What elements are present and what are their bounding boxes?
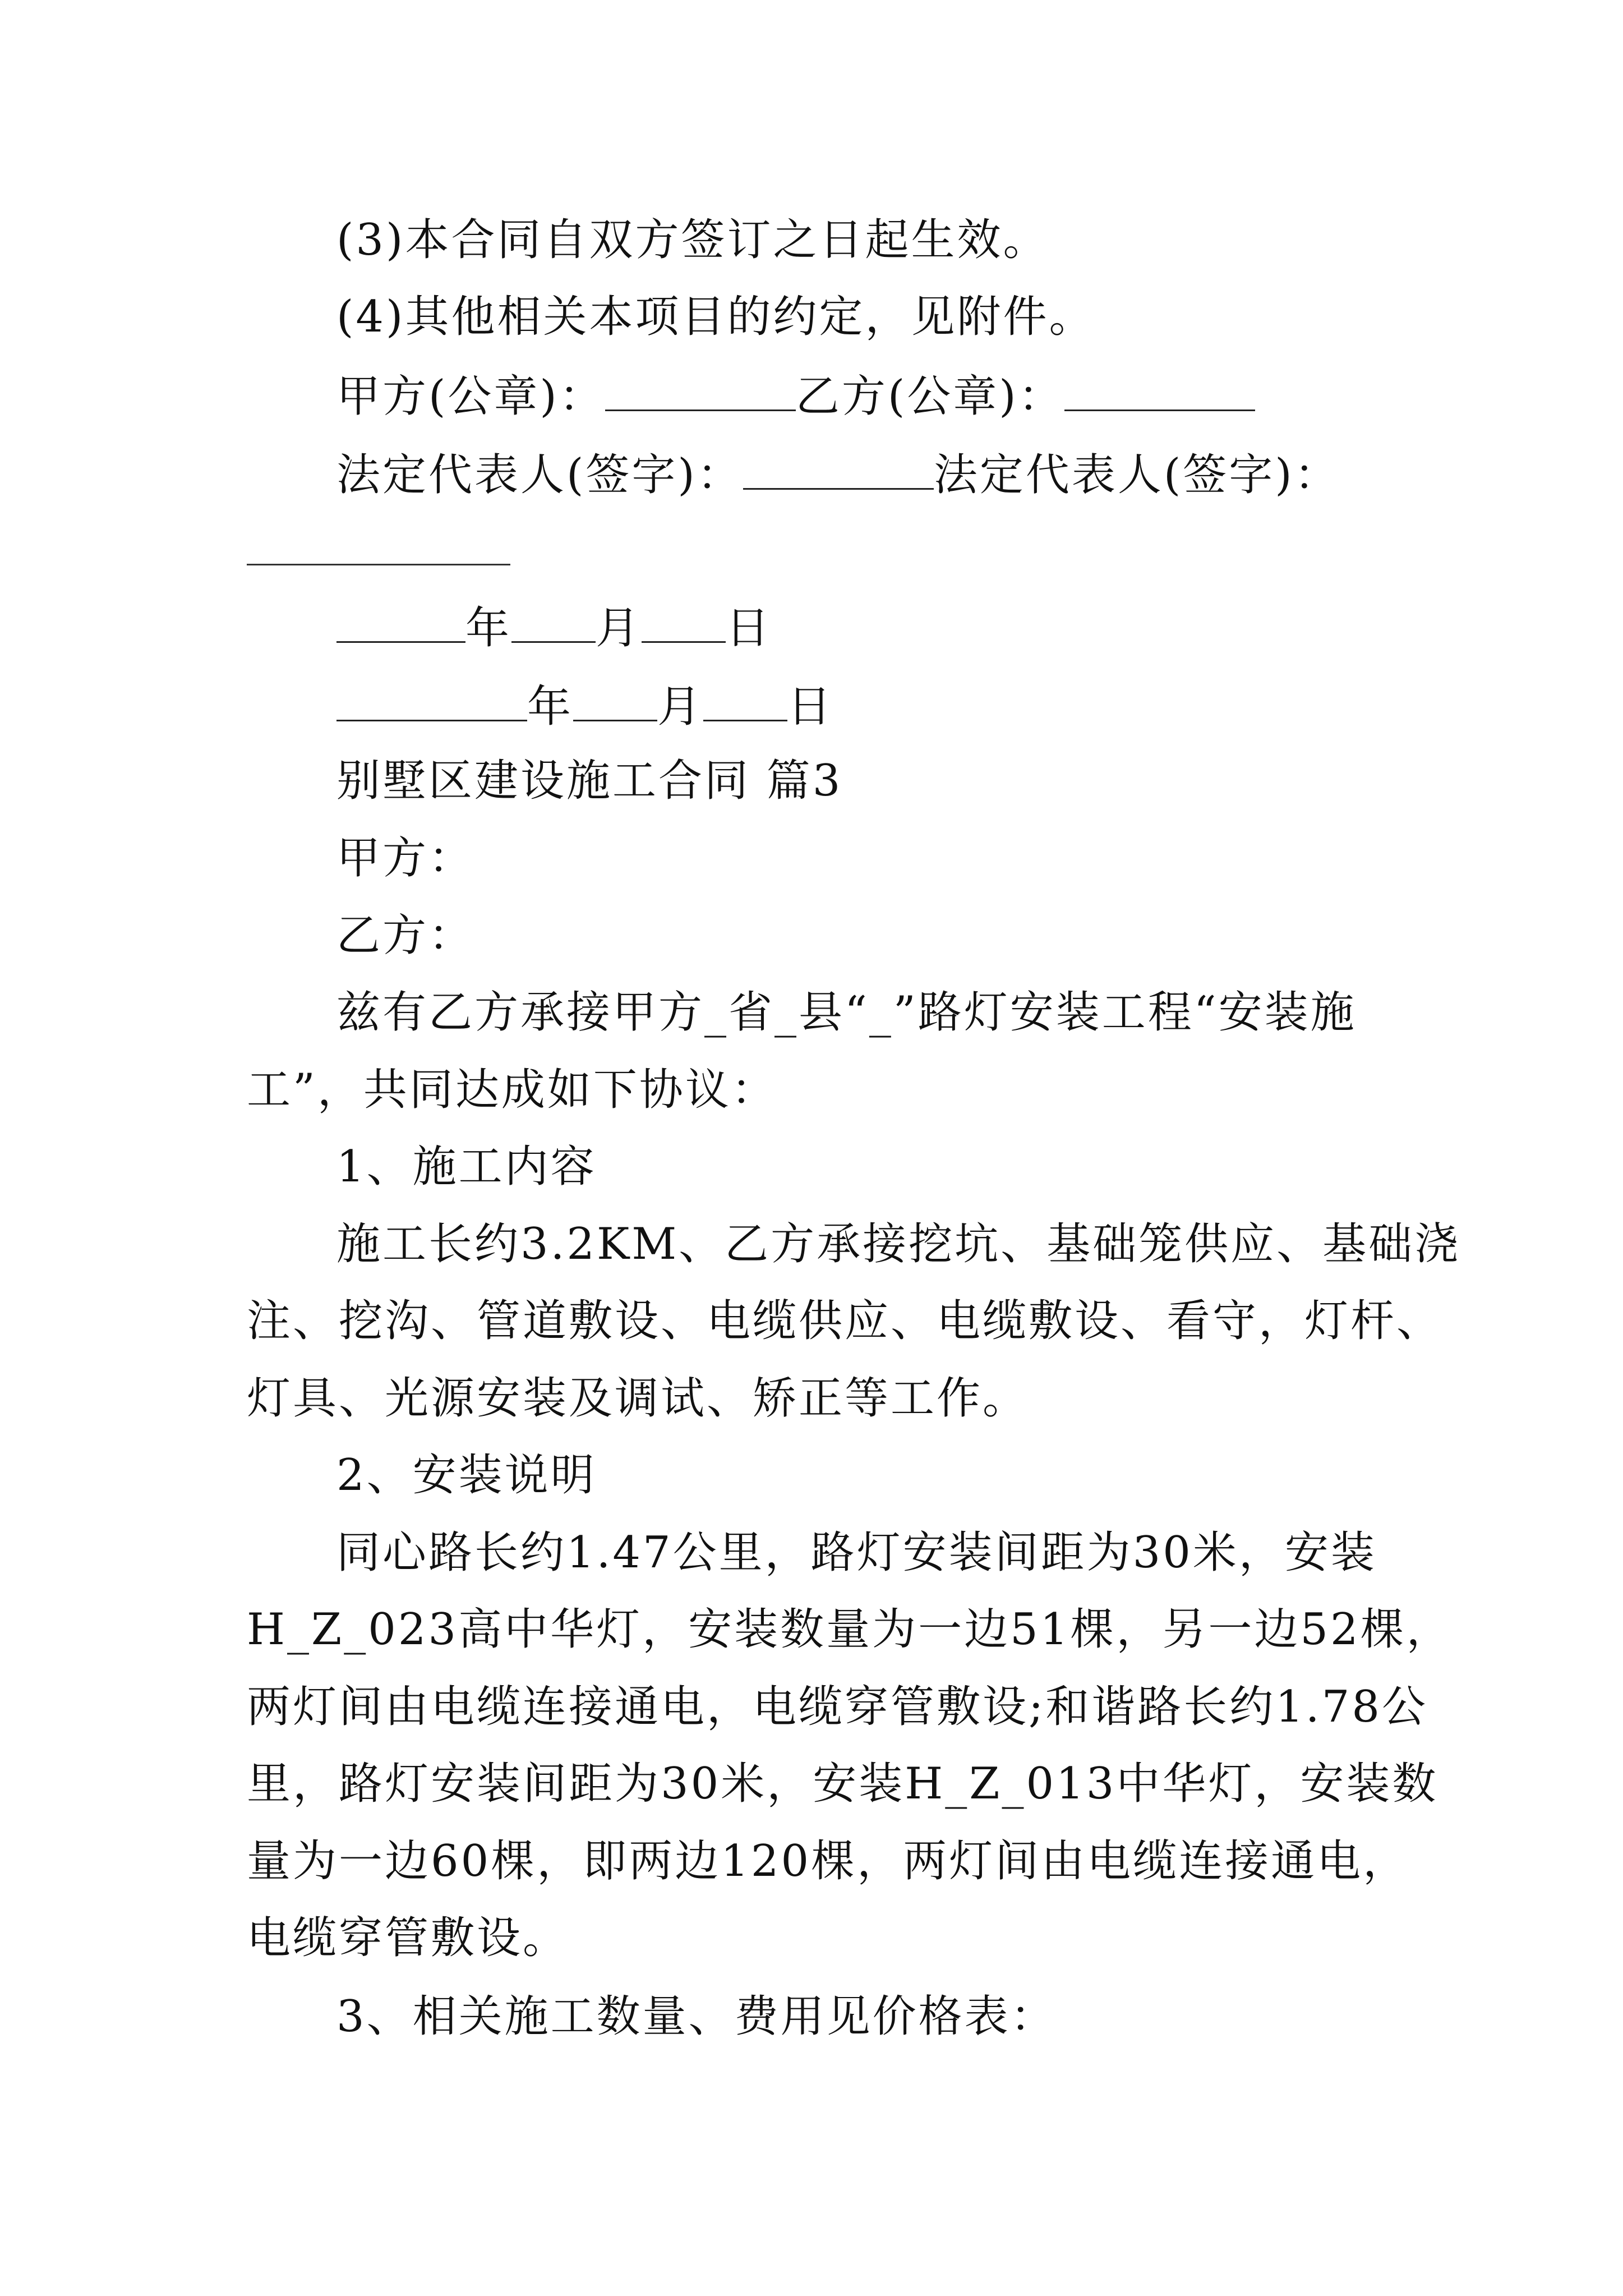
day-label-b: 日 (787, 682, 834, 732)
party-b-seal-label: 乙方(公章)： (795, 371, 1064, 422)
install-line-1: 同心路长约1.47公里，路灯安装间距为30米，安装 (336, 1527, 1377, 1578)
day-blank-b (703, 676, 787, 721)
rep-a-blank (743, 444, 934, 490)
install-line-3: 两灯间由电缆连接通电，电缆穿管敷设;和谐路长约1.78公 (247, 1682, 1428, 1732)
party-b-seal-blank (1064, 366, 1255, 411)
party-a-line: 甲方： (336, 833, 475, 884)
content-line-1: 施工长约3.2KM、乙方承接挖坑、基础笼供应、基础浇 (336, 1219, 1461, 1269)
month-label-a: 月 (596, 603, 642, 654)
clause-3: (3)本合同自双方签订之日起生效。 (336, 215, 1049, 265)
intro-line-2: 工”，共同达成如下协议： (247, 1065, 777, 1115)
heading-installation-notes: 2、安装说明 (336, 1450, 597, 1501)
rep-b-label: 法定代表人(签字)： (933, 450, 1340, 500)
party-a-seal-label: 甲方(公章)： (336, 371, 605, 422)
year-label-b: 年 (527, 682, 574, 732)
heading-construction-content: 1、施工内容 (336, 1142, 597, 1192)
party-a-seal-blank (605, 366, 796, 411)
seal-line (336, 366, 1255, 425)
install-line-6: 电缆穿管敷设。 (247, 1913, 569, 1963)
rep-b-blank (247, 564, 510, 565)
day-blank-a (642, 597, 726, 643)
representative-line (336, 444, 1340, 503)
party-b-line: 乙方： (336, 910, 475, 961)
clause-4: (4)其他相关本项目的约定，见附件。 (336, 292, 1095, 342)
month-blank-b (573, 676, 657, 721)
install-line-2: H_Z_023高中华灯，安装数量为一边51棵，另一边52棵， (247, 1604, 1453, 1655)
heading-quantities-costs: 3、相关施工数量、费用见价格表： (336, 1991, 1057, 2042)
day-label-a: 日 (726, 603, 772, 654)
section-title: 别墅区建设施工合同 篇3 (336, 756, 843, 806)
year-label-a: 年 (465, 603, 512, 654)
install-line-4: 里，路灯安装间距为30米，安装H_Z_013中华灯，安装数 (247, 1759, 1438, 1809)
install-line-5: 量为一边60棵，即两边120棵，两灯间由电缆连接通电， (247, 1836, 1409, 1887)
year-blank-b (336, 676, 527, 721)
intro-line-1: 兹有乙方承接甲方_省_县“_”路灯安装工程“安装施 (336, 987, 1357, 1038)
date-line-b (336, 676, 833, 735)
content-line-2: 注、挖沟、管道敷设、电缆供应、电缆敷设、看守，灯杆、 (247, 1296, 1443, 1346)
month-blank-a (511, 597, 596, 643)
date-line-a (336, 597, 772, 656)
rep-a-label: 法定代表人(签字)： (336, 450, 743, 500)
year-blank-a (336, 597, 465, 643)
content-line-3: 灯具、光源安装及调试、矫正等工作。 (247, 1373, 1029, 1424)
month-label-b: 月 (657, 682, 704, 732)
